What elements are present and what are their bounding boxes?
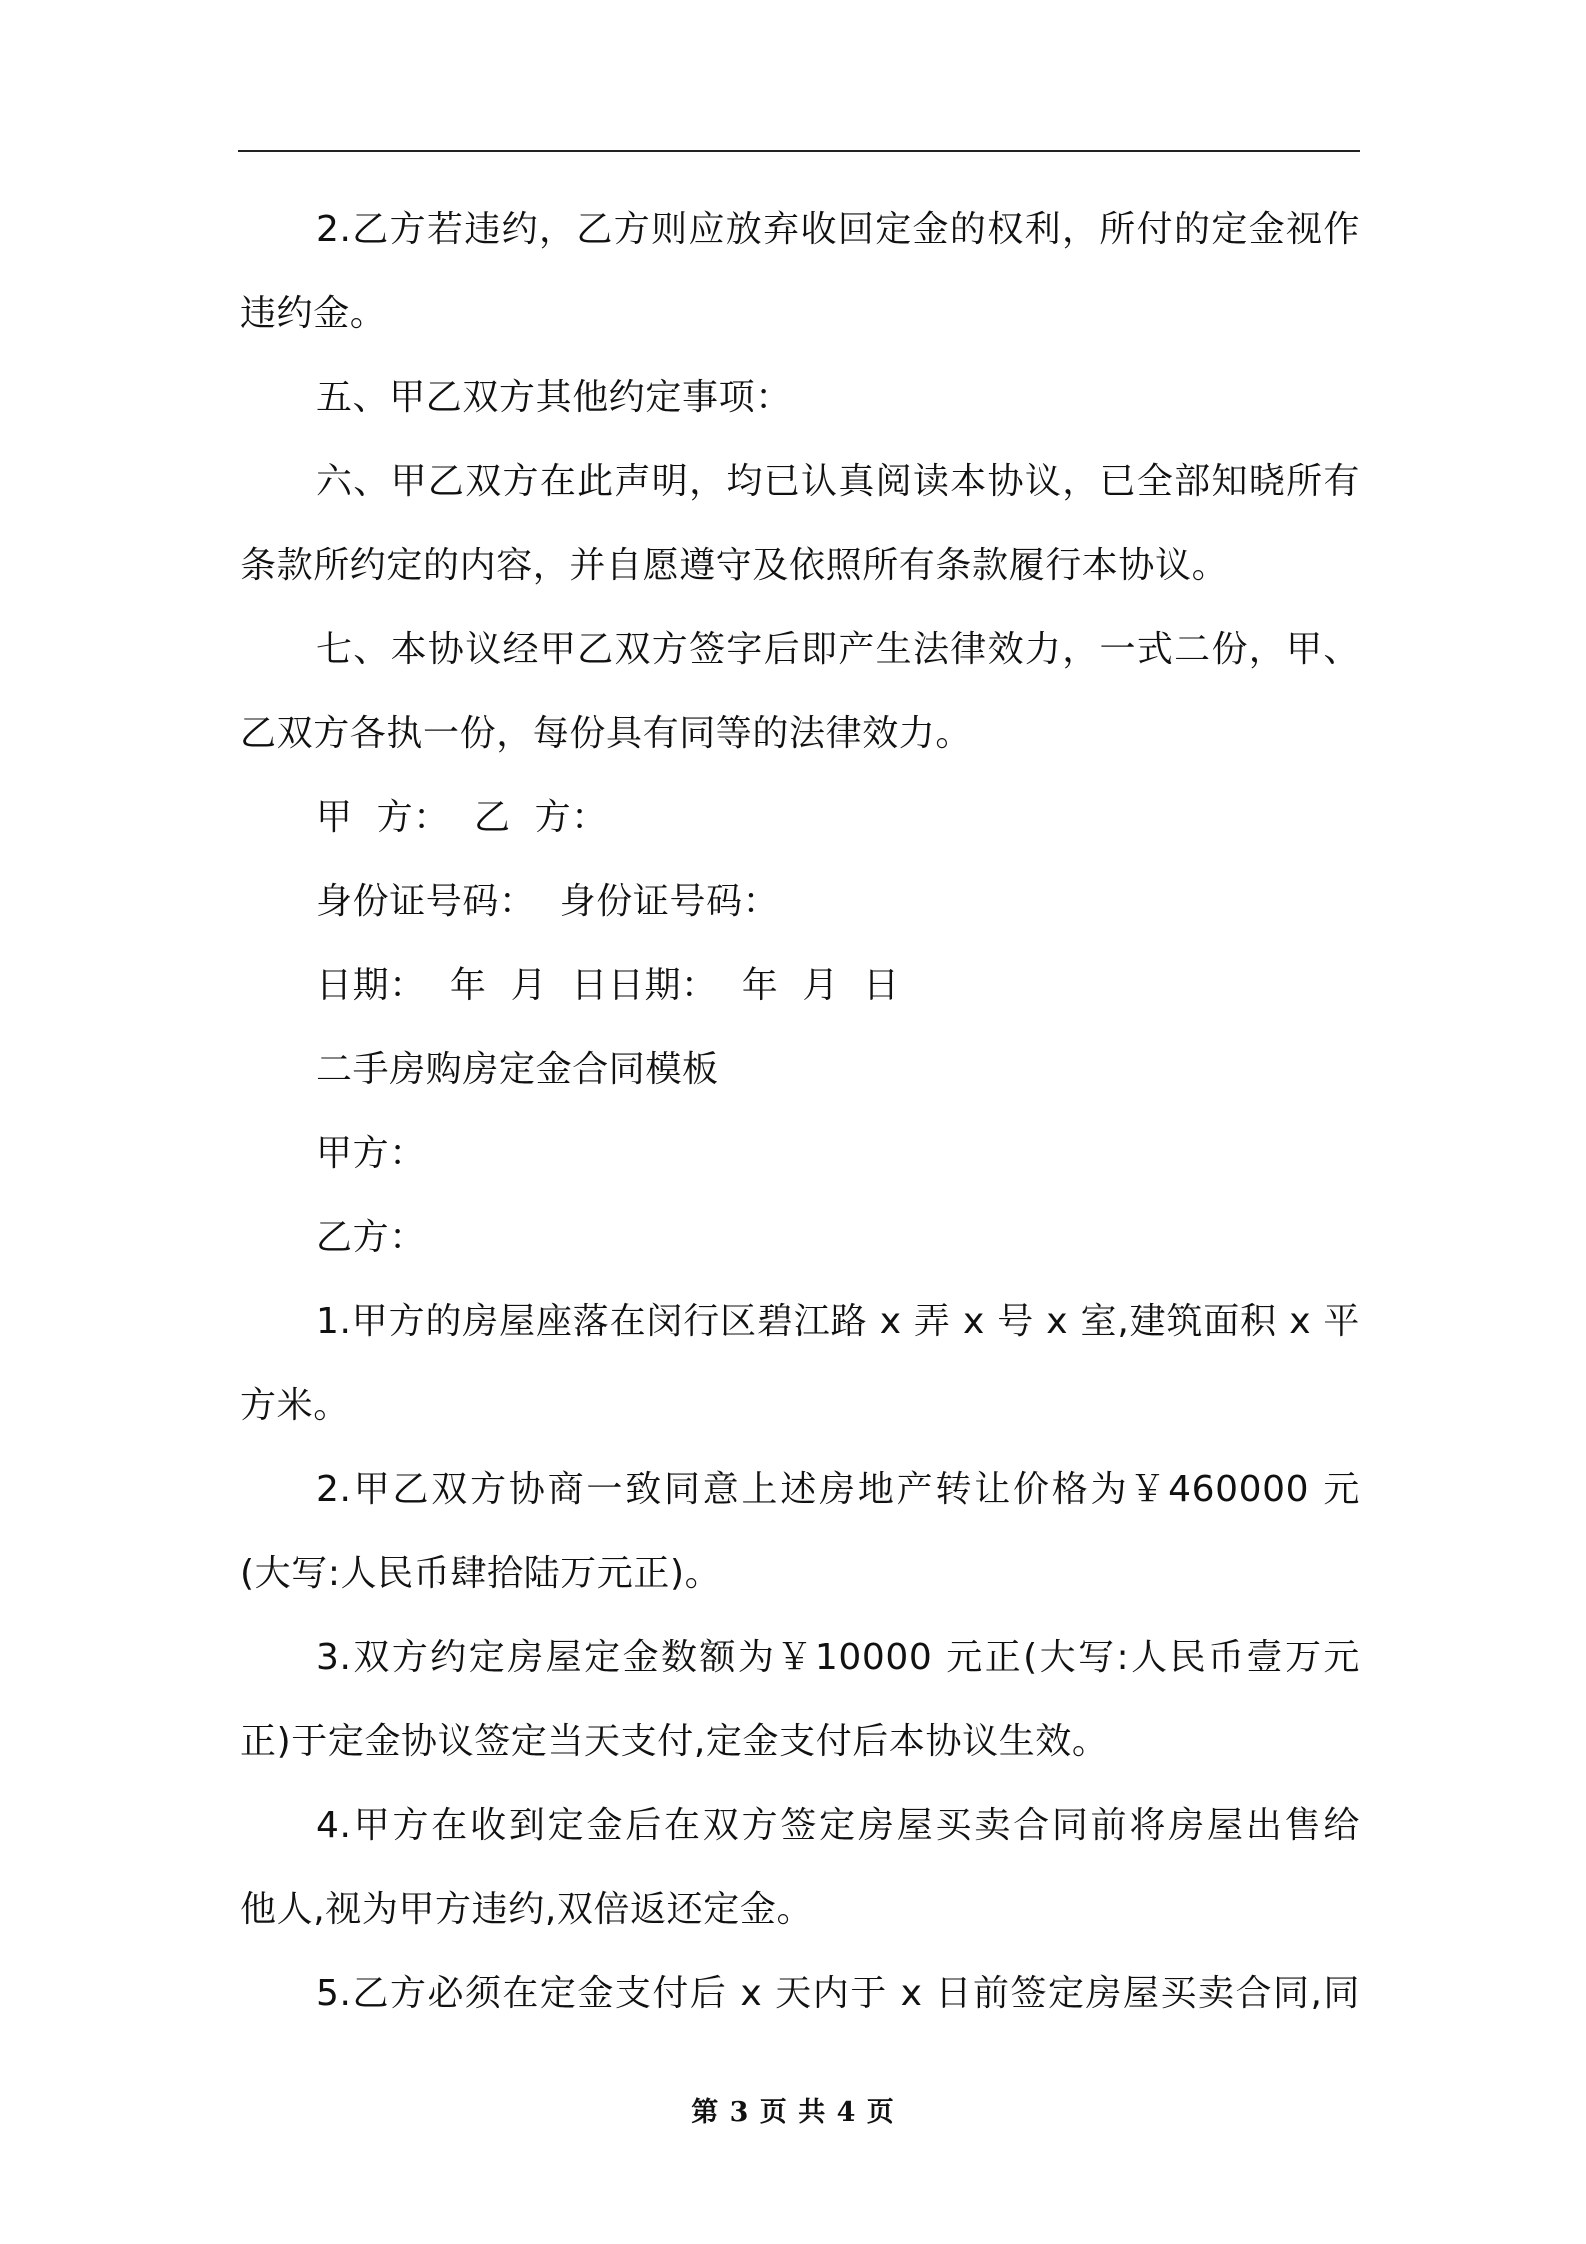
party-a-line: 甲方：: [316, 1133, 426, 1174]
document-title: 二手房购房定金合同模板: [316, 1049, 719, 1090]
paragraph-line: 乙双方各执一份，每份具有同等的法律效力。: [240, 713, 973, 754]
paragraph-line: 他人,视为甲方违约,双倍返还定金。: [240, 1889, 814, 1930]
paragraph-line: 七、本协议经甲乙双方签字后即产生法律效力，一式二份，甲、: [316, 629, 1360, 670]
paragraph-line: 5.乙方必须在定金支付后 x 天内于 x 日前签定房屋买卖合同,同: [316, 1973, 1360, 2014]
page-number-footer: 第 3 页 共 4 页: [691, 2097, 895, 2128]
paragraph-line: 2.甲乙双方协商一致同意上述房地产转让价格为￥460000 元: [316, 1469, 1360, 1510]
date-line: 日期： 年 月 日日期： 年 月 日: [316, 965, 900, 1006]
id-number-line: 身份证号码： 身份证号码：: [316, 881, 780, 922]
paragraph-line: 4.甲方在收到定金后在双方签定房屋买卖合同前将房屋出售给: [316, 1805, 1360, 1846]
paragraph-line: 正)于定金协议签定当天支付,定金支付后本协议生效。: [240, 1721, 1109, 1762]
paragraph-line: 方米。: [240, 1385, 350, 1426]
paragraph-line: 违约金。: [240, 293, 387, 334]
paragraph-line: 条款所约定的内容，并自愿遵守及依照所有条款履行本协议。: [240, 545, 1229, 586]
paragraph-line: 1.甲方的房屋座落在闵行区碧江路 x 弄 x 号 x 室,建筑面积 x 平: [316, 1301, 1360, 1342]
paragraph-line: (大写:人民币肆拾陆万元正)。: [240, 1553, 722, 1594]
paragraph-line: 2.乙方若违约，乙方则应放弃收回定金的权利，所付的定金视作: [316, 209, 1360, 250]
signature-line: 甲 方： 乙 方：: [316, 797, 608, 838]
header-rule: [238, 150, 1360, 152]
paragraph-line: 六、甲乙双方在此声明，均已认真阅读本协议，已全部知晓所有: [316, 461, 1360, 502]
paragraph-line: 五、甲乙双方其他约定事项：: [316, 377, 792, 418]
paragraph-line: 3.双方约定房屋定金数额为￥10000 元正(大写:人民币壹万元: [316, 1637, 1360, 1678]
party-b-line: 乙方：: [316, 1217, 426, 1258]
